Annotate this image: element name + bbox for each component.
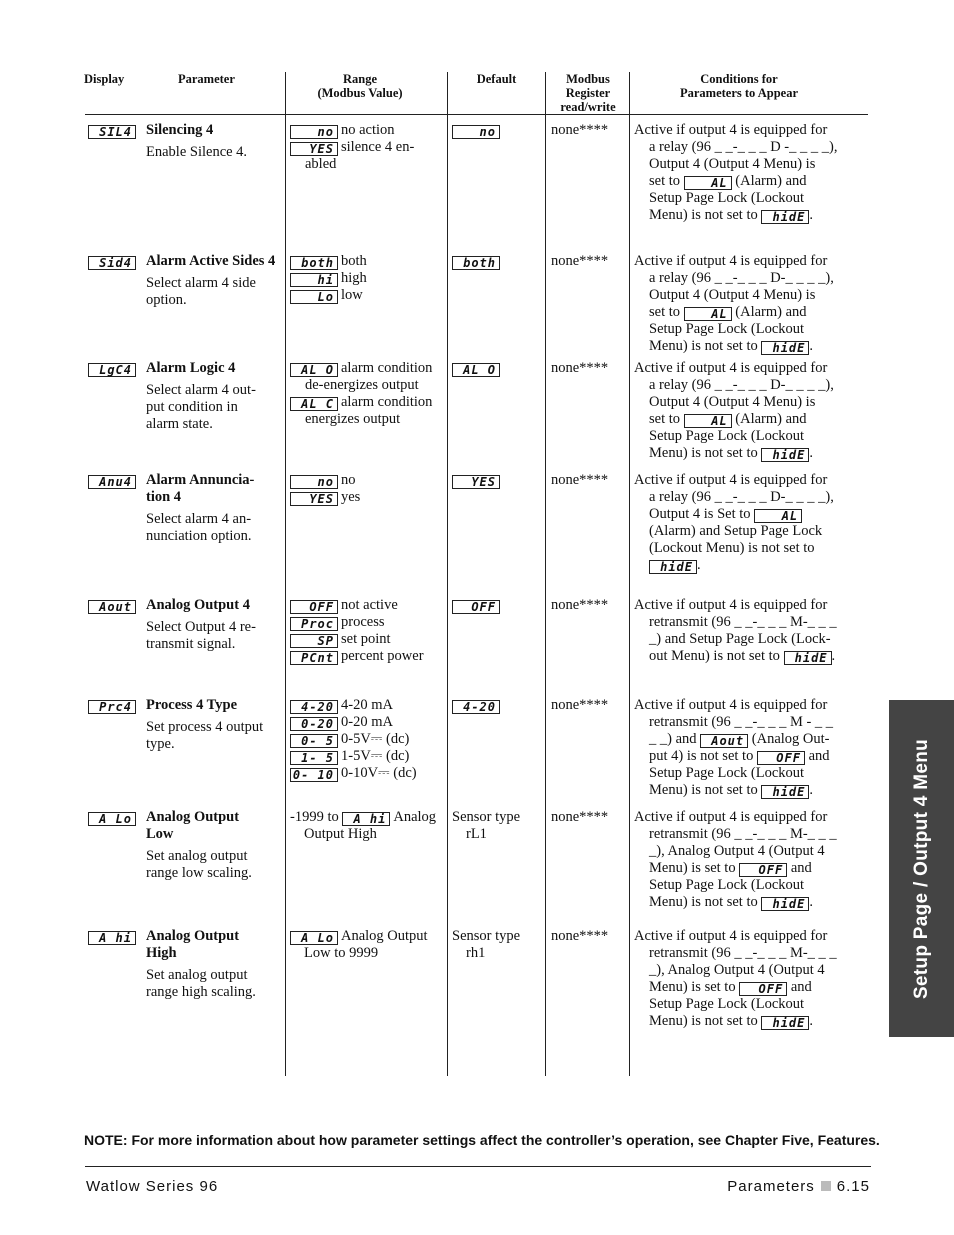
range-option-text: low [341, 287, 363, 303]
condition-line [634, 489, 869, 506]
condition-line [634, 122, 869, 139]
display-code: YES [452, 475, 500, 489]
range-option [290, 697, 448, 714]
condition-text: a relay (96 _ _-_ _ _ D-_ _ _ _), [649, 489, 834, 505]
condition-text: _ _) and [649, 731, 701, 747]
range-option [290, 597, 448, 614]
range-option-text: 0-20 mA [341, 714, 393, 730]
condition-text: Output 4 is Set to [649, 506, 755, 522]
modbus-cell: none**** [551, 697, 609, 713]
display-code: AL O [452, 363, 500, 377]
condition-text: Setup Page Lock (Lockout [649, 321, 805, 337]
display-code: LgC4 [88, 363, 136, 377]
parameter-name: Alarm Annuncia- tion 4 [146, 472, 255, 505]
condition-text: Setup Page Lock (Lockout [649, 428, 805, 444]
conditions-cell [634, 122, 869, 224]
parameter-cell [146, 253, 286, 309]
parameter-name: Silencing 4 [146, 122, 214, 138]
display-code: A Lo [290, 931, 338, 945]
range-option [290, 360, 448, 394]
condition-text: Menu) is not set to [649, 338, 762, 354]
range-option-text: not active [341, 597, 398, 613]
range-option [290, 270, 448, 287]
condition-text: Menu) is not set to [649, 894, 762, 910]
range-option-text: 4-20 mA [341, 697, 393, 713]
condition-line [634, 782, 869, 799]
display-code: no [452, 125, 500, 139]
display-code: SIL4 [88, 125, 136, 139]
condition-text: set to [649, 173, 684, 189]
display-code: OFF [757, 751, 805, 765]
conditions-cell [634, 697, 869, 799]
range-option [290, 765, 448, 782]
display-code: 4-20 [452, 700, 500, 714]
range-option-text: yes [341, 489, 361, 505]
condition-line [634, 996, 869, 1013]
display-cell [88, 253, 136, 270]
condition-text: Setup Page Lock (Lockout [649, 996, 805, 1012]
parameter-description: Select alarm 4 side option. [146, 275, 256, 308]
display-code: AL [754, 509, 802, 523]
display-code: YES [290, 142, 338, 156]
range-option [290, 287, 448, 304]
display-code: AL [684, 176, 732, 190]
display-code: hidE [761, 448, 809, 462]
display-code: hidE [649, 560, 697, 574]
header-parameter: Parameter [178, 72, 235, 86]
display-code: OFF [290, 600, 338, 614]
condition-line [634, 928, 869, 945]
condition-text: . [831, 648, 836, 664]
condition-text: a relay (96 _ _-_ _ _ D-_ _ _ _), [649, 377, 834, 393]
display-code: hi [290, 273, 338, 287]
condition-line [634, 962, 869, 979]
condition-text: Setup Page Lock (Lockout [649, 877, 805, 893]
condition-line [634, 809, 869, 826]
condition-text: retransmit (96 _ _-_ _ _ M-_ _ _ [649, 945, 837, 961]
condition-text: Active if output 4 is equipped for [634, 360, 828, 376]
header-default: Default [476, 72, 517, 86]
range-option [290, 253, 448, 270]
display-code: SP [290, 634, 338, 648]
condition-text: set to [649, 411, 684, 427]
display-code: A Lo [88, 812, 136, 826]
condition-line [634, 139, 869, 156]
range-text: -1999 to [290, 809, 339, 825]
range-option [290, 731, 448, 748]
display-code: 1- 5 [290, 751, 338, 765]
display-cell [88, 122, 136, 139]
range-cell [290, 472, 448, 506]
range-option [290, 648, 448, 665]
condition-line [634, 472, 869, 489]
header-modbus: Modbus Register read/write [560, 72, 616, 114]
condition-line [634, 338, 869, 355]
range-cell [290, 597, 448, 665]
range-option-text: silence 4 en- abled [305, 139, 415, 172]
header-range: Range (Modbus Value) [317, 72, 403, 100]
default-cell [452, 253, 546, 270]
modbus-cell: none**** [551, 360, 609, 376]
display-cell [88, 809, 136, 826]
display-code: hidE [784, 651, 832, 665]
condition-text: Output 4 (Output 4 Menu) is [649, 287, 816, 303]
display-code: A hi [88, 931, 136, 945]
condition-text: Setup Page Lock (Lockout [649, 190, 805, 206]
condition-text: Active if output 4 is equipped for [634, 253, 828, 269]
display-code: AL [684, 414, 732, 428]
condition-text: Output 4 (Output 4 Menu) is [649, 394, 816, 410]
default-cell [452, 809, 546, 843]
condition-line [634, 506, 869, 523]
range-cell [290, 809, 448, 843]
display-code: OFF [452, 600, 500, 614]
condition-line [634, 557, 869, 574]
range-text: Analog Output Low to 9999 [304, 928, 428, 961]
condition-text: (Analog Out- [748, 731, 830, 747]
condition-line [634, 428, 869, 445]
parameter-cell [146, 597, 286, 653]
range-cell [290, 253, 448, 304]
condition-line [634, 648, 869, 665]
condition-text: out Menu) is not set to [649, 648, 784, 664]
condition-line [634, 304, 869, 321]
display-cell [88, 928, 136, 945]
condition-text: (Alarm) and [731, 411, 807, 427]
modbus-cell: none**** [551, 472, 609, 488]
condition-text: . [697, 557, 701, 573]
condition-line [634, 540, 869, 557]
condition-text: Setup Page Lock (Lockout [649, 765, 805, 781]
range-option [290, 122, 448, 139]
display-code: Prc4 [88, 700, 136, 714]
range-option-text: no action [341, 122, 395, 138]
range-option [290, 489, 448, 506]
range-option-text: process [341, 614, 385, 630]
modbus-cell: none**** [551, 122, 609, 138]
condition-text: put 4) is not set to [649, 748, 757, 764]
display-code: hidE [761, 785, 809, 799]
display-code: Anu4 [88, 475, 136, 489]
condition-text: Menu) is not set to [649, 1013, 762, 1029]
condition-line [634, 714, 869, 731]
condition-text: (Alarm) and Setup Page Lock [649, 523, 823, 539]
note-text: NOTE: For more information about how parameter settings affect the controller’s operation, see Chapter Five, Features. [84, 1132, 880, 1148]
condition-text: . [809, 782, 813, 798]
condition-line [634, 360, 869, 377]
condition-text: Menu) is not set to [649, 782, 762, 798]
default-cell [452, 472, 546, 489]
range-option [290, 809, 448, 843]
range-option-text: 1-5V⎓ (dc) [341, 748, 410, 764]
condition-text: Active if output 4 is equipped for [634, 122, 828, 138]
range-option [290, 139, 448, 173]
condition-line [634, 894, 869, 911]
parameter-cell [146, 809, 286, 882]
display-code: 0- 5 [290, 734, 338, 748]
parameter-name: Process 4 Type [146, 697, 238, 713]
condition-line [634, 979, 869, 996]
parameter-name: Alarm Active Sides 4 [146, 253, 276, 269]
display-code: no [290, 475, 338, 489]
condition-line [634, 860, 869, 877]
display-code: A hi [342, 812, 390, 826]
condition-text: Active if output 4 is equipped for [634, 928, 828, 944]
condition-text: (Alarm) and [731, 173, 807, 189]
display-code: AL C [290, 397, 338, 411]
condition-line [634, 321, 869, 338]
condition-text: Active if output 4 is equipped for [634, 697, 828, 713]
range-text: Analog Output High [304, 809, 437, 842]
display-code: hidE [761, 210, 809, 224]
condition-line [634, 877, 869, 894]
condition-line [634, 843, 869, 860]
parameter-name: Alarm Logic 4 [146, 360, 236, 376]
condition-text: . [809, 207, 813, 223]
condition-line [634, 156, 869, 173]
condition-text: Active if output 4 is equipped for [634, 472, 828, 488]
display-code: Proc [290, 617, 338, 631]
condition-text: Menu) is not set to [649, 207, 762, 223]
default-text: Sensor type rh1 [452, 928, 521, 961]
default-cell [452, 597, 546, 614]
condition-text: . [809, 1013, 813, 1029]
parameter-name: Analog Output 4 [146, 597, 250, 613]
parameter-description: Select alarm 4 an- nunciation option. [146, 511, 252, 544]
default-cell [452, 928, 546, 962]
parameter-cell [146, 928, 286, 1001]
conditions-cell [634, 253, 869, 355]
display-code: both [452, 256, 500, 270]
display-code: YES [290, 492, 338, 506]
condition-text: (Lockout Menu) is not set to [649, 540, 815, 556]
display-code: Aout [88, 600, 136, 614]
parameter-cell [146, 360, 286, 433]
condition-line [634, 287, 869, 304]
modbus-cell: none**** [551, 928, 609, 944]
modbus-cell: none**** [551, 253, 609, 269]
modbus-cell: none**** [551, 597, 609, 613]
header-display: Display [84, 72, 125, 86]
condition-text: a relay (96 _ _-_ _ _ D -_ _ _ _), [649, 139, 838, 155]
display-code: hidE [761, 341, 809, 355]
condition-text: Menu) is set to [649, 860, 740, 876]
parameter-cell [146, 472, 286, 545]
range-option-text: high [341, 270, 367, 286]
condition-text: _), Analog Output 4 (Output 4 [649, 962, 825, 978]
default-text: Sensor type rL1 [452, 809, 521, 842]
parameter-name: Analog Output Low [146, 809, 240, 842]
condition-text: . [809, 445, 813, 461]
parameter-cell [146, 697, 286, 753]
range-cell [290, 122, 448, 173]
display-cell [88, 360, 136, 377]
range-option-text: 0-5V⎓ (dc) [341, 731, 410, 747]
default-cell [452, 360, 546, 377]
footer-title: Watlow Series 96 [86, 1178, 219, 1195]
condition-text: Active if output 4 is equipped for [634, 597, 828, 613]
parameter-cell [146, 122, 286, 161]
default-cell [452, 122, 546, 139]
range-cell [290, 928, 448, 962]
modbus-cell: none**** [551, 809, 609, 825]
range-option-text: no [341, 472, 356, 488]
conditions-cell [634, 360, 869, 462]
column-divider [545, 72, 546, 1076]
condition-text: and [804, 748, 830, 764]
range-option [290, 928, 448, 962]
parameter-description: Select alarm 4 out- put condition in alarm state. [146, 382, 256, 432]
display-code: both [290, 256, 338, 270]
range-option-text: alarm condition energizes output [305, 394, 433, 427]
footer-rule [85, 1166, 871, 1167]
range-option [290, 714, 448, 731]
column-divider [285, 72, 286, 1076]
range-option-text: alarm condition de-energizes output [305, 360, 433, 393]
condition-line [634, 270, 869, 287]
display-code: AL [684, 307, 732, 321]
condition-text: retransmit (96 _ _-_ _ _ M - _ _ [649, 714, 834, 730]
range-option [290, 394, 448, 428]
condition-text: . [809, 894, 813, 910]
condition-text: Active if output 4 is equipped for [634, 809, 828, 825]
condition-text: Output 4 (Output 4 Menu) is [649, 156, 816, 172]
condition-line [634, 190, 869, 207]
display-code: hidE [761, 897, 809, 911]
range-cell [290, 360, 448, 428]
range-option-text: percent power [341, 648, 424, 664]
display-code: 4-20 [290, 700, 338, 714]
parameter-description: Set process 4 output type. [146, 719, 264, 752]
display-code: AL O [290, 363, 338, 377]
range-cell [290, 697, 448, 782]
display-cell [88, 472, 136, 489]
condition-line [634, 826, 869, 843]
condition-line [634, 731, 869, 748]
range-option [290, 472, 448, 489]
display-cell [88, 697, 136, 714]
condition-line [634, 697, 869, 714]
display-cell [88, 597, 136, 614]
range-option [290, 748, 448, 765]
condition-line [634, 945, 869, 962]
parameter-description: Enable Silence 4. [146, 144, 248, 160]
display-code: PCnt [290, 651, 338, 665]
header-conditions: Conditions for Parameters to Appear [679, 72, 799, 100]
parameter-description: Select Output 4 re- transmit signal. [146, 619, 256, 652]
condition-line [634, 253, 869, 270]
condition-line [634, 445, 869, 462]
condition-line [634, 377, 869, 394]
condition-text: set to [649, 304, 684, 320]
condition-text: retransmit (96 _ _-_ _ _ M-_ _ _ [649, 614, 837, 630]
default-cell [452, 697, 546, 714]
range-option-text: 0-10V⎓ (dc) [341, 765, 417, 781]
condition-line [634, 631, 869, 648]
condition-text: a relay (96 _ _-_ _ _ D-_ _ _ _), [649, 270, 834, 286]
condition-text: _), Analog Output 4 (Output 4 [649, 843, 825, 859]
display-code: OFF [739, 863, 787, 877]
condition-text: Menu) is set to [649, 979, 740, 995]
range-option-text: both [341, 253, 367, 269]
condition-line [634, 1013, 869, 1030]
column-divider [629, 72, 630, 1076]
display-code: Lo [290, 290, 338, 304]
display-code: OFF [739, 982, 787, 996]
range-option [290, 614, 448, 631]
condition-text: _) and Setup Page Lock (Lock- [649, 631, 831, 647]
condition-text: and [787, 979, 812, 995]
parameter-description: Set analog output range high scaling. [146, 967, 256, 1000]
condition-line [634, 597, 869, 614]
conditions-cell [634, 472, 869, 574]
footer-section: Parameters [727, 1178, 815, 1195]
range-option [290, 631, 448, 648]
display-code: no [290, 125, 338, 139]
display-code: Aout [700, 734, 748, 748]
footer-page [727, 1178, 870, 1195]
footer-page-number: 6.15 [836, 1178, 870, 1195]
range-option-text: set point [341, 631, 391, 647]
conditions-cell [634, 597, 869, 665]
condition-text: Menu) is not set to [649, 445, 762, 461]
condition-line [634, 394, 869, 411]
condition-line [634, 523, 869, 540]
square-bullet-icon [821, 1181, 831, 1191]
condition-text: (Alarm) and [731, 304, 807, 320]
display-code: Sid4 [88, 256, 136, 270]
condition-line [634, 765, 869, 782]
condition-line [634, 207, 869, 224]
display-code: 0- 10 [290, 768, 338, 782]
condition-text: . [809, 338, 813, 354]
conditions-cell [634, 809, 869, 911]
column-divider [447, 72, 448, 1076]
condition-line [634, 748, 869, 765]
parameter-name: Analog Output High [146, 928, 240, 961]
header-rule [85, 114, 868, 115]
display-code: hidE [761, 1016, 809, 1030]
parameter-description: Set analog output range low scaling. [146, 848, 252, 881]
section-tab-label: Setup Page / Output 4 Menu [910, 738, 932, 999]
conditions-cell [634, 928, 869, 1030]
condition-text: retransmit (96 _ _-_ _ _ M-_ _ _ [649, 826, 837, 842]
condition-line [634, 411, 869, 428]
condition-text: and [787, 860, 812, 876]
condition-line [634, 173, 869, 190]
display-code: 0-20 [290, 717, 338, 731]
section-tab [889, 700, 954, 1037]
condition-line [634, 614, 869, 631]
